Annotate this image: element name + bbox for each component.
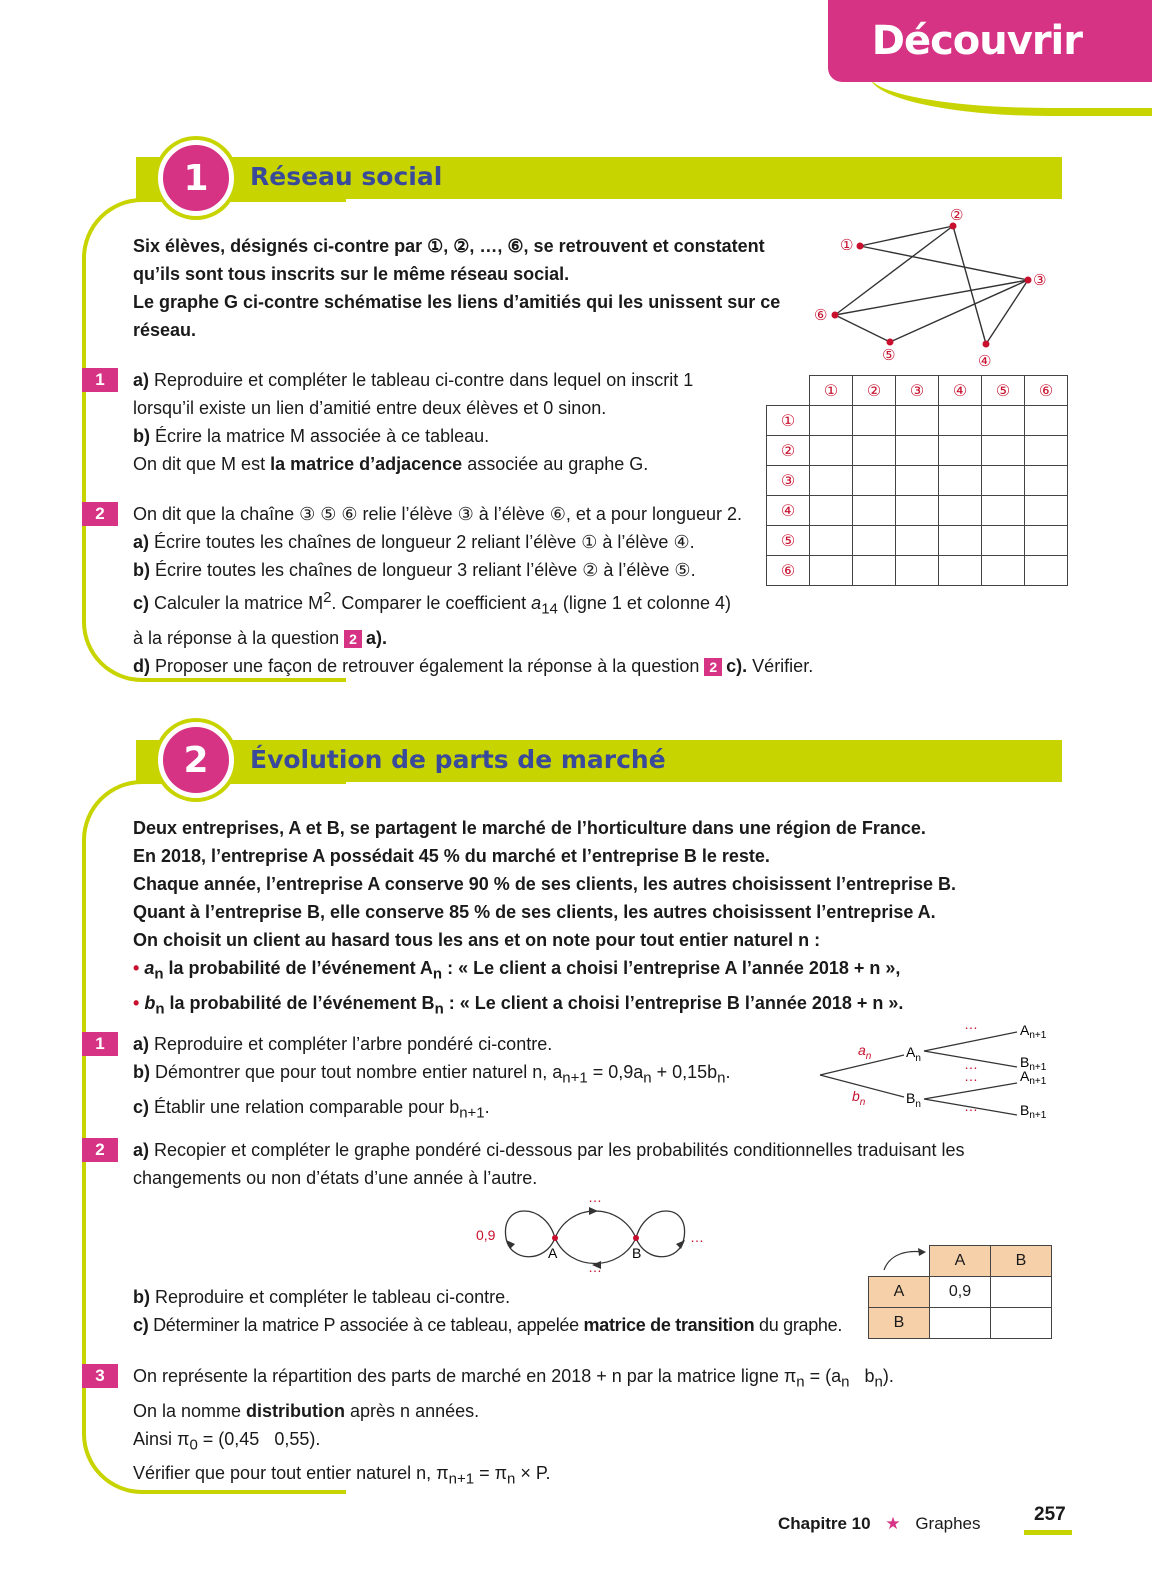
node-1 [857, 243, 864, 250]
weight-bn: $b_n$ [852, 1088, 866, 1108]
label-b: b) [133, 1062, 150, 1082]
sub: n [434, 1000, 444, 1018]
var: a [144, 958, 155, 978]
label-a: a) [133, 1034, 150, 1054]
q-text: : « Le client a choisi l’entreprise A l’année 2018 + n », [442, 958, 901, 978]
node-5 [887, 339, 894, 346]
s2-q1-number: 1 [82, 1032, 118, 1056]
table-row [869, 1308, 1052, 1339]
edge-5-6 [835, 315, 890, 342]
s2-q1-text [133, 1030, 813, 1127]
sub: n [507, 1470, 516, 1488]
probability-tree [812, 1015, 1062, 1125]
table-row [767, 466, 1068, 496]
node-6 [832, 312, 839, 319]
section1-badge: 1 [158, 140, 234, 216]
table-header-row [869, 1246, 1052, 1277]
node-label-2: ② [950, 206, 964, 224]
q-text: Démontrer que pour tout nombre entier naturel n, a [150, 1062, 563, 1082]
section2-title: Évolution de parts de marché [250, 745, 666, 774]
section2-intro [133, 814, 1033, 1023]
q-text: Vérifier que pour tout entier naturel n, π [133, 1463, 449, 1484]
label-a: a) [133, 370, 150, 390]
keyword: matrice de transition [583, 1315, 755, 1335]
q-text: Reproduire et compléter le tableau ci-contre dans lequel on inscrit 1 [149, 370, 694, 390]
col-header: B [991, 1246, 1052, 1277]
leaf-B2: $B_{n+1}$ [1020, 1102, 1047, 1121]
sub: n [643, 1069, 652, 1087]
q-text: = π [474, 1463, 507, 1484]
arrow-loop-B [676, 1240, 685, 1249]
sub: n+1 [562, 1069, 588, 1087]
s1-q1-text [133, 366, 753, 478]
section2-badge: 2 [158, 722, 234, 798]
arrow-A-B [589, 1207, 598, 1215]
q-text: . Comparer le coefficient [331, 593, 532, 613]
node-Bn: $B_n$ [906, 1090, 921, 1110]
node-B [633, 1235, 639, 1241]
branch-root-A [820, 1055, 904, 1075]
intro-line: Chaque année, l’entreprise A conserve 90 % de ses clients, les autres choisissent l’entreprise B. [133, 874, 957, 894]
state-graph [470, 1192, 720, 1276]
q-text: Écrire toutes les chaînes de longueur 2 reliant l’élève ① à l’élève ④. [149, 532, 695, 552]
edge-3-6 [835, 280, 1028, 315]
branch-A-A [924, 1032, 1017, 1051]
intro-line: Le graphe G ci-contre schématise les liens d’amitiés qui les unissent sur ce [133, 292, 781, 312]
q-text: Reproduire et compléter le tableau ci-contre. [150, 1287, 511, 1307]
s1-q1-number: 1 [82, 368, 118, 392]
table-row [767, 436, 1068, 466]
s2-q2-text [133, 1136, 1053, 1192]
label-c: c) [133, 1315, 149, 1335]
q-text: ). [882, 1366, 894, 1386]
q-text: On dit que la chaîne ③ ⑤ ⑥ relie l’élève ③ à l’élève ⑥, et a pour longueur 2. [133, 504, 743, 524]
s1-q2-number: 2 [82, 502, 118, 526]
sub: n [796, 1373, 805, 1391]
node-B-label: B [632, 1245, 642, 1261]
row-header: ③ [767, 466, 810, 496]
intro-line: réseau. [133, 320, 197, 340]
label-c: c) [133, 1096, 150, 1117]
q-text: (ligne 1 et colonne 4) [557, 593, 731, 613]
table-row [767, 406, 1068, 436]
q-text: Reproduire et compléter l’arbre pondéré ci-contre. [149, 1034, 553, 1054]
AB-weight: … [588, 1192, 602, 1205]
leaf-A1: $A_{n+1}$ [1020, 1022, 1047, 1041]
row-header: B [869, 1308, 930, 1339]
loop-A-weight: 0,9 [476, 1227, 496, 1243]
label-b: b) [133, 426, 150, 446]
q-text: Écrire toutes les chaînes de longueur 3 reliant l’élève ② à l’élève ⑤. [150, 560, 696, 580]
decouvrir-label: Découvrir [871, 18, 1082, 64]
coef-sub: 14 [541, 600, 558, 618]
sub: n [841, 1373, 850, 1391]
page-number: 257 [1034, 1504, 1066, 1525]
node-label-5: ⑤ [882, 346, 896, 364]
decouvrir-tab [828, 0, 1152, 82]
row-header: ⑤ [767, 526, 810, 556]
keyword: distribution [246, 1400, 346, 1421]
section1-title-bar [136, 157, 1062, 199]
q-text: Recopier et compléter le graphe pondéré ci-dessous par les probabilités conditionnelles traduisant les [149, 1140, 965, 1160]
section1-intro [133, 232, 813, 344]
friendship-graph [800, 200, 1060, 370]
dots-BA: … [964, 1068, 978, 1084]
leaf-A2: $A_{n+1}$ [1020, 1068, 1047, 1087]
label-c: c) [133, 593, 150, 613]
intro-line: On choisit un client au hasard tous les ans et on note pour tout entier naturel n : [133, 930, 821, 950]
intro-line: Six élèves, désignés ci-contre par ①, ②, …, ⑥, se retrouvent et constatent [133, 236, 765, 256]
intro-line: Deux entreprises, A et B, se partagent le marché de l’horticulture dans une région de France. [133, 818, 926, 838]
row-header: ② [767, 436, 810, 466]
sub: n [154, 965, 164, 983]
page-number-underline [1024, 1530, 1072, 1535]
ref-suffix: c). [726, 655, 748, 676]
row-header: ④ [767, 496, 810, 526]
label-b: b) [133, 1287, 150, 1307]
q-text: : « Le client a choisi l’entreprise B l’année 2018 + n ». [443, 992, 904, 1013]
transition-table [868, 1245, 1052, 1339]
BA-weight: … [588, 1259, 602, 1275]
var: b [144, 992, 156, 1013]
coef: a [531, 593, 542, 613]
node-An: $A_n$ [906, 1044, 921, 1064]
q-text: lorsqu’il existe un lien d’amitié entre deux élèves et 0 sinon. [133, 398, 607, 418]
q-text: Calculer la matrice M [149, 593, 324, 613]
node-A [552, 1235, 558, 1241]
q-text: b [849, 1366, 875, 1386]
q-text: Établir une relation comparable pour b [149, 1096, 460, 1117]
label-a: a) [133, 532, 150, 552]
q-text: Écrire la matrice M associée à ce tableau. [150, 426, 490, 446]
s1-q2-text [133, 500, 873, 680]
ref-suffix: a). [365, 627, 387, 648]
section2-title-bar [136, 740, 1062, 782]
q-text: + 0,15b [651, 1062, 718, 1082]
sub: n [717, 1069, 726, 1087]
intro-line: qu’ils sont tous inscrits sur le même réseau social. [133, 264, 570, 284]
edge-1-3 [860, 246, 1028, 280]
table-header-row [767, 376, 1068, 406]
exponent: 2 [323, 589, 332, 606]
q-text: changements ou non d’états d’une année à l’autre. [133, 1168, 538, 1188]
row-header: A [869, 1277, 930, 1308]
section1-title: Réseau social [250, 162, 443, 191]
dots-AA: … [964, 1016, 978, 1032]
bullet-bn: • $b_n$ la probabilité de l’événement $B_n$ : « Le client a choisi l’entreprise B l’année 2018 + n ». [133, 992, 904, 1018]
q-text: associée au graphe G. [462, 454, 649, 474]
q-text: Déterminer la matrice P associée à ce tableau, appelée [148, 1315, 584, 1335]
q-text: = (0,45 0,55). [197, 1428, 321, 1449]
sub: n+1 [448, 1470, 475, 1488]
q-text: la probabilité de l’événement B [164, 992, 435, 1013]
sub: n [432, 965, 443, 983]
weight-an: $a_n$ [858, 1042, 872, 1062]
q-text: du graphe. [754, 1315, 843, 1335]
node-label-4: ④ [978, 352, 992, 370]
q-text: la probabilité de l’événement A [163, 958, 433, 978]
table-row [869, 1277, 1052, 1308]
label-d: d) [133, 655, 150, 676]
star-icon: ★ [885, 1514, 901, 1533]
row-header: ① [767, 406, 810, 436]
footer-topic: Graphes [915, 1514, 981, 1533]
q-text: On représente la répartition des parts de marché en 2018 + n par la matrice ligne π [133, 1366, 797, 1386]
q-text: On dit que M est [133, 454, 271, 474]
branch-root-B [820, 1075, 904, 1097]
dots-AB: … [964, 1056, 978, 1072]
dots-BB: … [964, 1098, 978, 1114]
branch-B-A [924, 1083, 1017, 1099]
question-ref: 2 [344, 630, 362, 648]
sub: 0 [189, 1436, 198, 1454]
node-label-1: ① [840, 236, 854, 254]
node-label-3: ③ [1033, 271, 1047, 289]
q-text: Vérifier. [747, 655, 814, 676]
node-A-label: A [548, 1245, 558, 1261]
loop-B-weight: … [690, 1229, 704, 1245]
q-text: On la nomme [133, 1400, 247, 1421]
loop-B [636, 1211, 685, 1257]
row-header: ⑥ [767, 556, 810, 586]
intro-line: Quant à l’entreprise B, elle conserve 85 % de ses clients, les autres choisissent l’entreprise A. [133, 902, 936, 922]
col-header: ① [810, 376, 853, 406]
intro-line: En 2018, l’entreprise A possédait 45 % du marché et l’entreprise B le reste. [133, 846, 770, 866]
label-a: a) [133, 1140, 150, 1160]
col-header: ⑤ [982, 376, 1025, 406]
node-4 [983, 341, 990, 348]
label-b: b) [133, 560, 150, 580]
q-text: à la réponse à la question [133, 627, 345, 648]
s2-q2-bc-text [133, 1283, 863, 1339]
cell [991, 1277, 1052, 1308]
s2-q3-text [133, 1362, 1013, 1494]
node-3 [1025, 277, 1032, 284]
keyword: la matrice d’adjacence [270, 454, 463, 474]
s2-q3-number: 3 [82, 1364, 118, 1388]
sub: n+1 [459, 1104, 485, 1122]
arc-A-B [555, 1211, 636, 1238]
q-text: = (a [804, 1366, 842, 1386]
cell [991, 1308, 1052, 1339]
q-text: Ainsi π [133, 1428, 190, 1449]
col-header: A [930, 1246, 991, 1277]
col-header: ④ [939, 376, 982, 406]
cell: 0,9 [930, 1277, 991, 1308]
question-ref: 2 [704, 658, 722, 676]
q-text: Proposer une façon de retrouver également la réponse à la question [150, 655, 705, 676]
q-text: . [484, 1096, 490, 1117]
col-header: ⑥ [1025, 376, 1068, 406]
sub: n [155, 1000, 165, 1018]
q-text: après n années. [345, 1400, 480, 1421]
q-text: = 0,9a [587, 1062, 644, 1082]
footer [778, 1514, 981, 1534]
q-text: . [725, 1062, 731, 1082]
cell [930, 1308, 991, 1339]
col-header: ② [853, 376, 896, 406]
bullet-an: • $a_n$ la probabilité de l’événement $A_n$ : « Le client a choisi l’entreprise A l’année 2018 + n », [133, 958, 901, 983]
leaf-B1: $B_{n+1}$ [1020, 1054, 1047, 1073]
col-header: ③ [896, 376, 939, 406]
q-text: × P. [515, 1463, 551, 1484]
footer-chapter: Chapitre 10 [778, 1514, 871, 1533]
s2-q2-number: 2 [82, 1138, 118, 1162]
sub: n [874, 1373, 883, 1391]
node-label-6: ⑥ [814, 306, 828, 324]
edge-2-4 [953, 226, 986, 344]
